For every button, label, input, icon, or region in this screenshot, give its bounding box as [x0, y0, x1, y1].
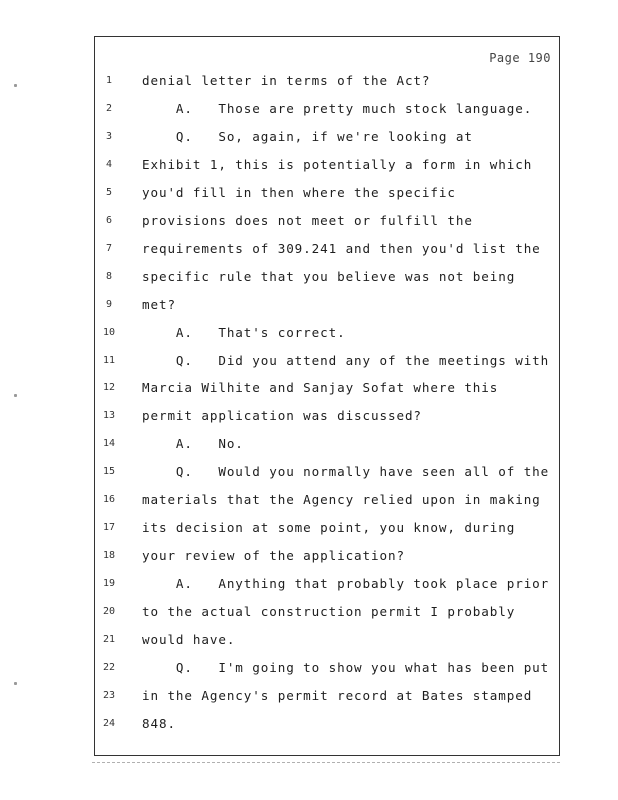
line-number: 3: [105, 130, 113, 142]
line-number: 9: [105, 298, 113, 310]
line-number: 13: [102, 410, 116, 422]
transcript-line: provisions does not meet or fulfill the: [142, 212, 473, 228]
line-number: 23: [102, 689, 116, 701]
line-number: 17: [102, 522, 116, 534]
line-number: 22: [102, 661, 116, 673]
transcript-line: A. That's correct.: [142, 324, 346, 340]
transcript-line: your review of the application?: [142, 548, 405, 564]
transcript-line: Marcia Wilhite and Sanjay Sofat where this: [142, 380, 499, 396]
line-number: 14: [102, 438, 116, 450]
transcript-line: Q. I'm going to show you what has been put: [142, 659, 550, 675]
margin-mark: [14, 394, 17, 397]
transcript-line: denial letter in terms of the Act?: [142, 73, 431, 88]
transcript-line: A. Those are pretty much stock language.: [142, 100, 533, 116]
transcript-line: met?: [142, 296, 176, 312]
line-number: 10: [102, 326, 116, 338]
transcript-line: would have.: [142, 632, 236, 647]
line-number: 19: [102, 578, 116, 590]
transcript-line: Exhibit 1, this is potentially a form in which: [142, 156, 533, 172]
line-number: 15: [102, 466, 116, 478]
transcript-line: Q. Did you attend any of the meetings with: [142, 352, 550, 368]
margin-mark: [14, 84, 17, 87]
line-number: 18: [102, 550, 116, 562]
transcript-line: Q. So, again, if we're looking at: [142, 128, 473, 144]
transcript-line: materials that the Agency relied upon in making: [142, 492, 541, 508]
line-number: 21: [102, 634, 116, 645]
bottom-rule: [92, 762, 562, 763]
transcript-line: to the actual construction permit I probably: [142, 604, 516, 620]
margin-mark: [14, 682, 17, 685]
transcript-line: you'd fill in then where the specific: [142, 184, 456, 200]
transcript-line: specific rule that you believe was not being: [142, 268, 516, 284]
transcript-line: permit application was discussed?: [142, 408, 422, 424]
transcript-line: Q. Would you normally have seen all of the: [142, 464, 550, 480]
page-number: Page 190: [489, 51, 551, 65]
line-number: 8: [105, 270, 113, 282]
transcript-line: in the Agency's permit record at Bates stamped: [142, 687, 533, 703]
line-number: 1: [105, 75, 113, 86]
line-number: 12: [102, 382, 116, 394]
line-number: 16: [102, 494, 116, 506]
line-number: 11: [102, 354, 116, 366]
line-number: 24: [102, 717, 116, 729]
transcript-line: A. No.: [142, 436, 244, 452]
transcript-line: 848.: [142, 715, 176, 731]
line-number: 4: [105, 158, 113, 170]
transcript-line: requirements of 309.241 and then you'd list the: [142, 240, 541, 256]
line-number: 2: [105, 102, 113, 114]
transcript-page-frame: [94, 36, 560, 756]
transcript-line: its decision at some point, you know, during: [142, 520, 516, 536]
transcript-line: A. Anything that probably took place prior: [142, 576, 550, 592]
line-number: 6: [105, 214, 113, 226]
line-number: 7: [105, 242, 113, 254]
line-number: 5: [105, 186, 113, 198]
line-number: 20: [102, 606, 116, 618]
